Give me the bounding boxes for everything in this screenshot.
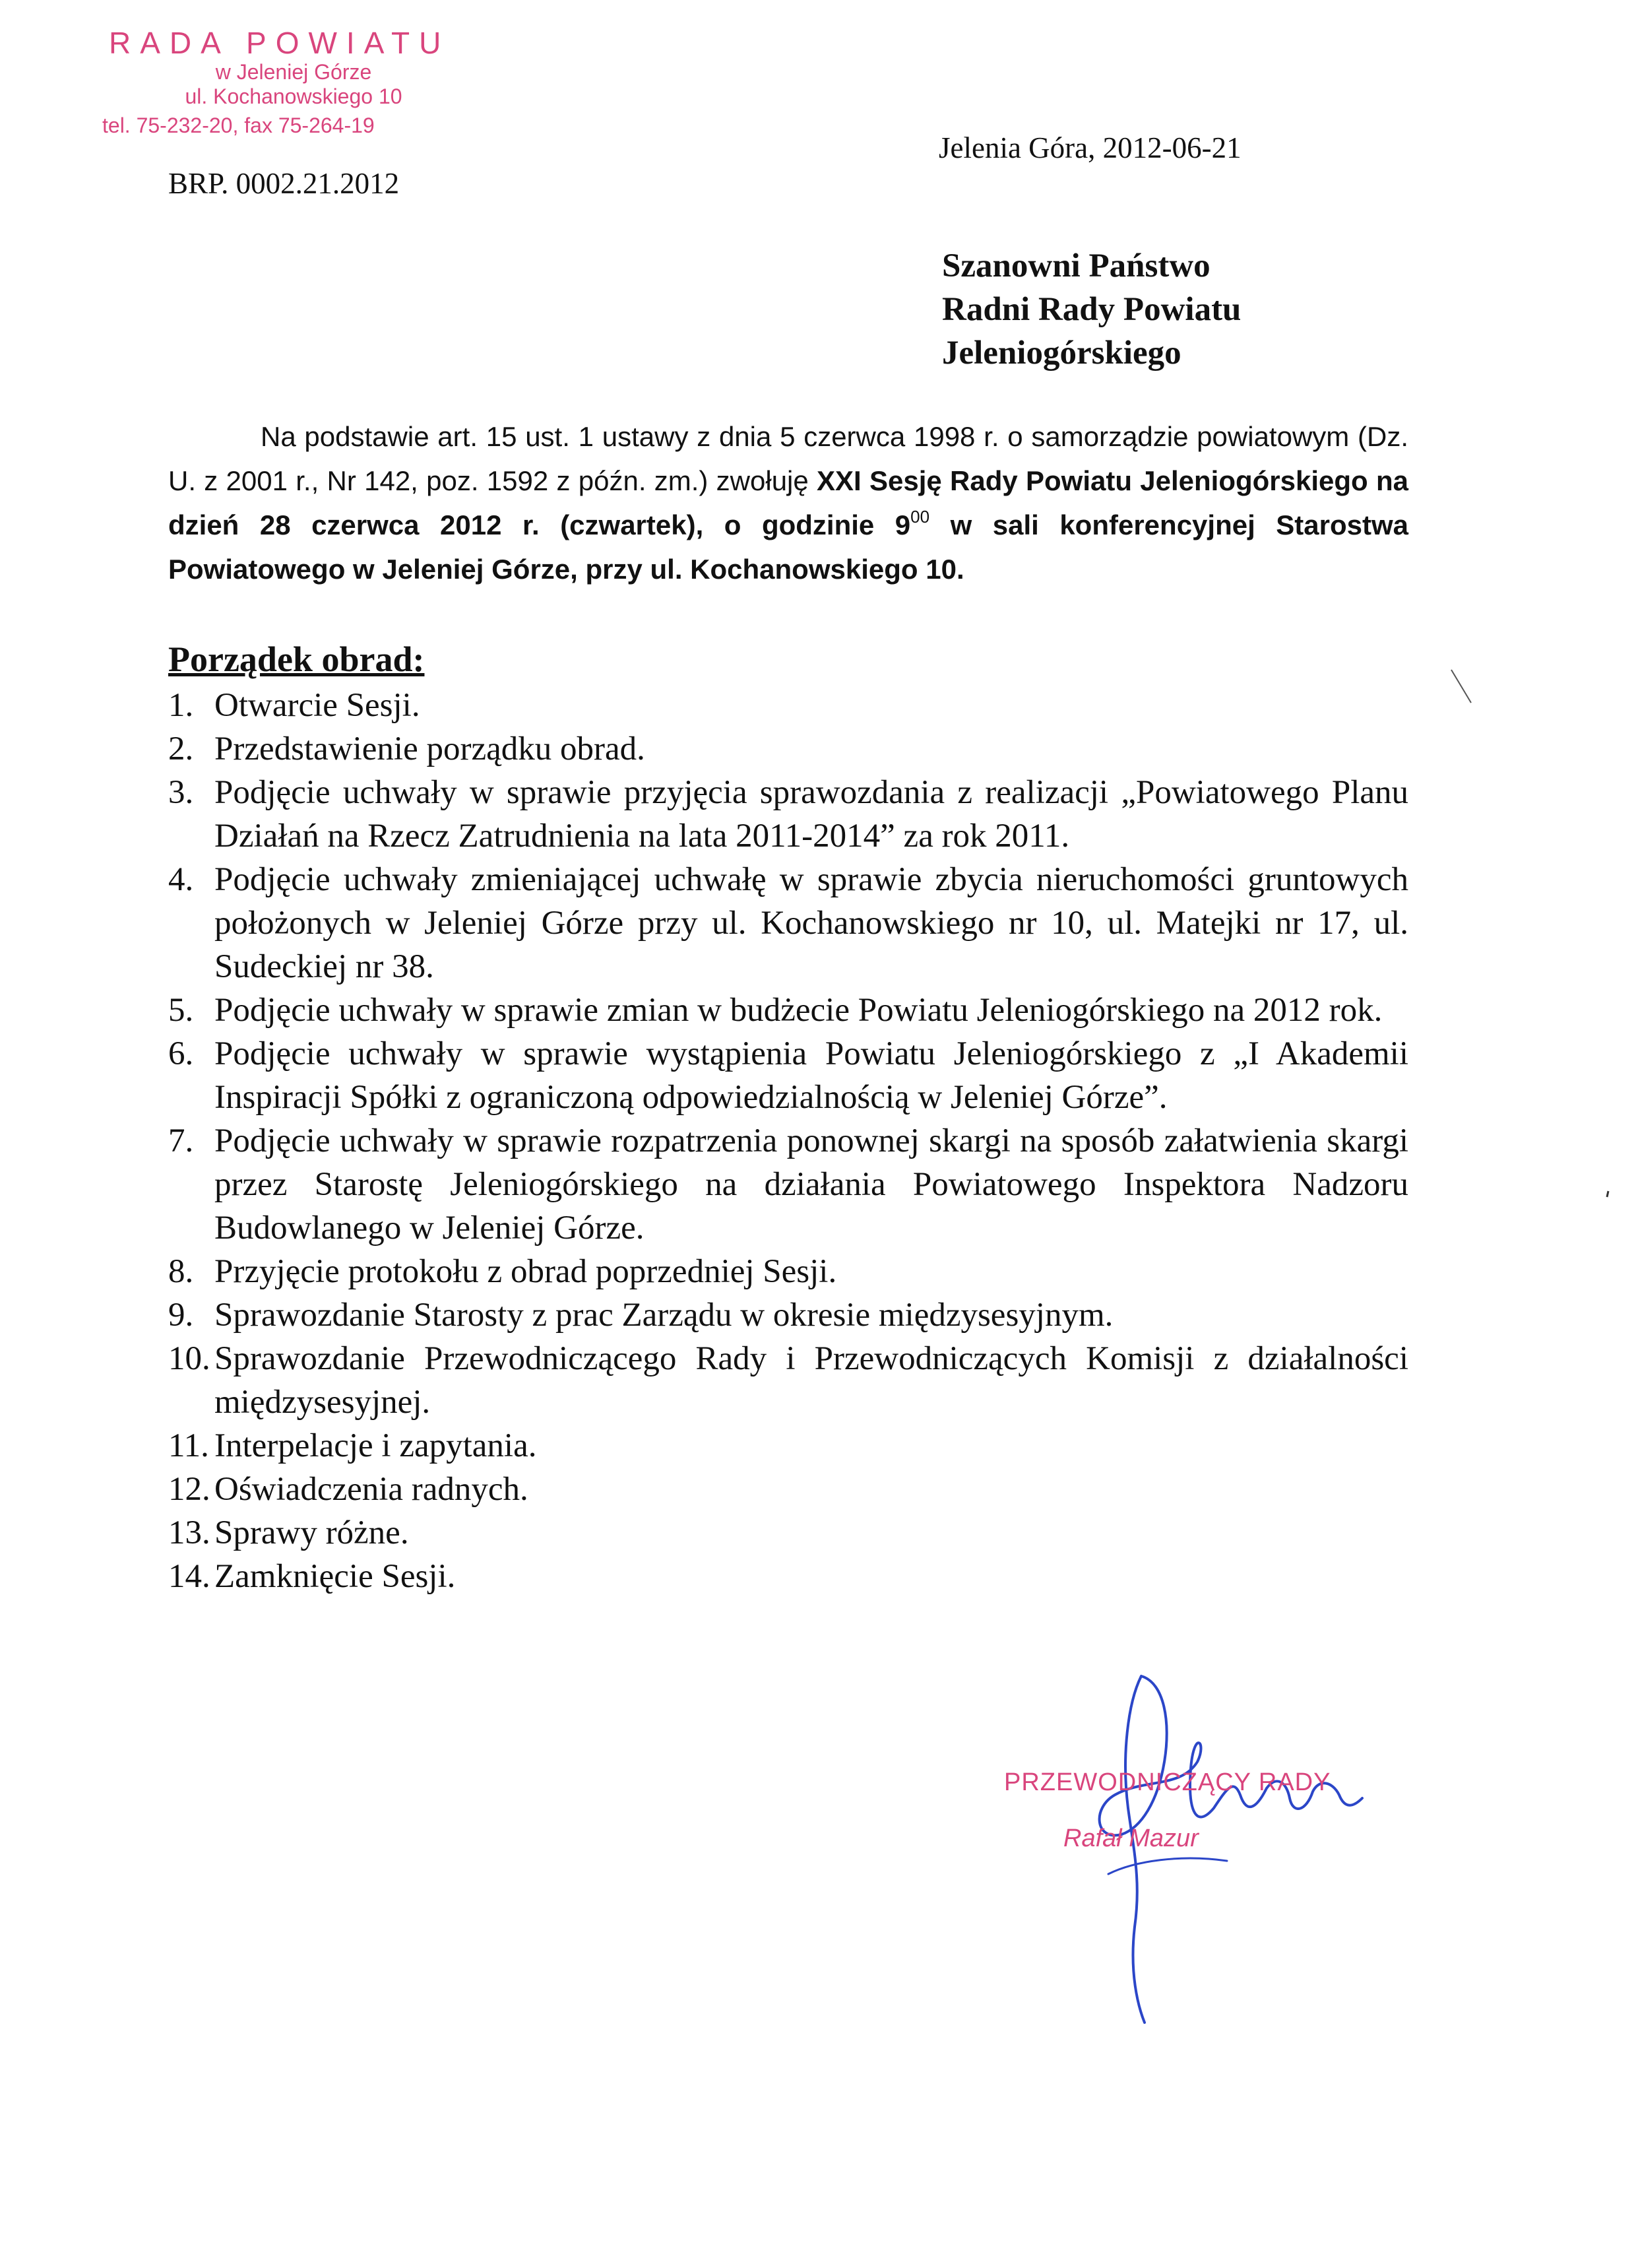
scan-dot [1603,1188,1616,1201]
agenda-item-number: 12. [168,1471,210,1508]
chairman-role: PRZEWODNICZĄCY RADY [1004,1768,1331,1796]
stamp-phone: tel. 75-232-20, fax 75-264-19 [102,113,375,137]
agenda-item-text: Przyjęcie protokołu z obrad poprzedniej Sesji. [214,1253,837,1290]
agenda-list [168,684,1408,1598]
agenda-item-text: Sprawy różne. [214,1514,409,1551]
agenda-item-number: 11. [168,1427,209,1464]
agenda-item-number: 14. [168,1558,210,1595]
agenda-item [168,1293,1408,1337]
chairman-stamp [1004,1768,1331,1853]
agenda-item [168,1337,1408,1424]
stamp-city: w Jeleniej Górze [215,60,372,84]
chairman-name: Rafał Mazur [1063,1825,1199,1852]
agenda-item-text: Otwarcie Sesji. [214,687,420,724]
agenda-item [168,1119,1408,1250]
agenda-item [168,771,1408,858]
stamp-street: ul. Kochanowskiego 10 [185,84,402,108]
recipient-line-1: Szanowni Państwo [942,247,1211,284]
agenda-item-number: 9. [168,1297,194,1334]
agenda-item-text: Sprawozdanie Starosty z prac Zarządu w okresie międzysesyjnym. [214,1297,1114,1334]
agenda-item-number: 8. [168,1253,194,1290]
agenda-item [168,1250,1408,1293]
agenda-item [168,1555,1408,1598]
agenda-item [168,1468,1408,1511]
agenda-item-text: Interpelacje i zapytania. [214,1427,537,1464]
agenda-item-text: Oświadczenia radnych. [214,1471,528,1508]
recipient-line-2: Radni Rady Powiatu [942,291,1242,328]
intro-bold-session: XXI Sesję Rady Powiatu Jeleniogórskiego na dzień 28 czerwca 2012 r. (czwartek), o godzinie 9 [168,465,1408,540]
agenda-item-text: Podjęcie uchwały w sprawie przyjęcia sprawozdania z realizacji „Powiatowego Planu Działań na Rzecz Zatrudnienia na lata 2011-2014” za rok 2011. [214,774,1408,855]
agenda-item-number: 6. [168,1035,194,1072]
agenda-item-text: Sprawozdanie Przewodniczącego Rady i Przewodniczących Komisji z działalności międzysesyjnej. [214,1340,1408,1421]
scan-mark [1448,666,1474,706]
agenda-item-number: 5. [168,992,194,1029]
agenda-title: Porządek obrad: [168,639,425,679]
agenda-item [168,1511,1408,1555]
agenda-item [168,727,1408,771]
agenda-item-text: Przedstawienie porządku obrad. [214,730,645,767]
place-date: Jelenia Góra, 2012-06-21 [939,131,1242,164]
recipient-block [942,244,1241,375]
reference-number: BRP. 0002.21.2012 [168,167,400,200]
agenda-item [168,1424,1408,1468]
intro-paragraph [168,414,1408,591]
agenda-item-number: 13. [168,1514,210,1551]
agenda-item [168,684,1408,727]
intro-hour-superscript: 00 [910,507,930,527]
agenda-item-number: 1. [168,687,194,724]
council-stamp [102,26,478,137]
agenda-item-text: Podjęcie uchwały w sprawie zmian w budżecie Powiatu Jeleniogórskiego na 2012 rok. [214,992,1383,1029]
recipient-line-3: Jeleniogórskiego [942,335,1181,372]
agenda-item-text: Podjęcie uchwały w sprawie rozpatrzenia ponownej skargi na sposób załatwienia skargi przez Starostę Jeleniogórskiego na działania Powiatowego Inspektora Nadzoru Budowlanego w Jeleniej Górze. [214,1122,1408,1247]
agenda-item-number: 3. [168,774,194,811]
agenda-item [168,1032,1408,1119]
agenda-item [168,988,1408,1032]
agenda-item-text: Zamknięcie Sesji. [214,1558,456,1595]
agenda-item-number: 7. [168,1122,194,1159]
agenda-item-number: 2. [168,730,194,767]
stamp-title: RADA POWIATU [109,26,451,60]
intro-bold-location: w sali konferencyjnej Starostwa Powiatowego w Jeleniej Górze, przy ul. Kochanowskiego 10. [168,509,1409,585]
agenda-item-text: Podjęcie uchwały w sprawie wystąpienia Powiatu Jeleniogórskiego z „I Akademii Inspiracji Spółki z ograniczoną odpowiedzialnością w Jeleniej Górze”. [214,1035,1408,1116]
intro-text: Na podstawie art. 15 ust. 1 ustawy z dnia 5 czerwca 1998 r. o samorządzie powiatowym (Dz. U. z 2001 r., Nr 142, poz. 1592 z późn. zm.) zwołuję [168,421,1408,496]
agenda-item-text: Podjęcie uchwały zmieniającej uchwałę w sprawie zbycia nieruchomości gruntowych położonych w Jeleniej Górze przy ul. Kochanowskiego nr 10, ul. Matejki nr 17, ul. Sudeckiej nr 38. [214,861,1408,985]
agenda-item-number: 4. [168,861,194,898]
agenda-item [168,858,1408,988]
agenda-item-number: 10. [168,1340,210,1377]
